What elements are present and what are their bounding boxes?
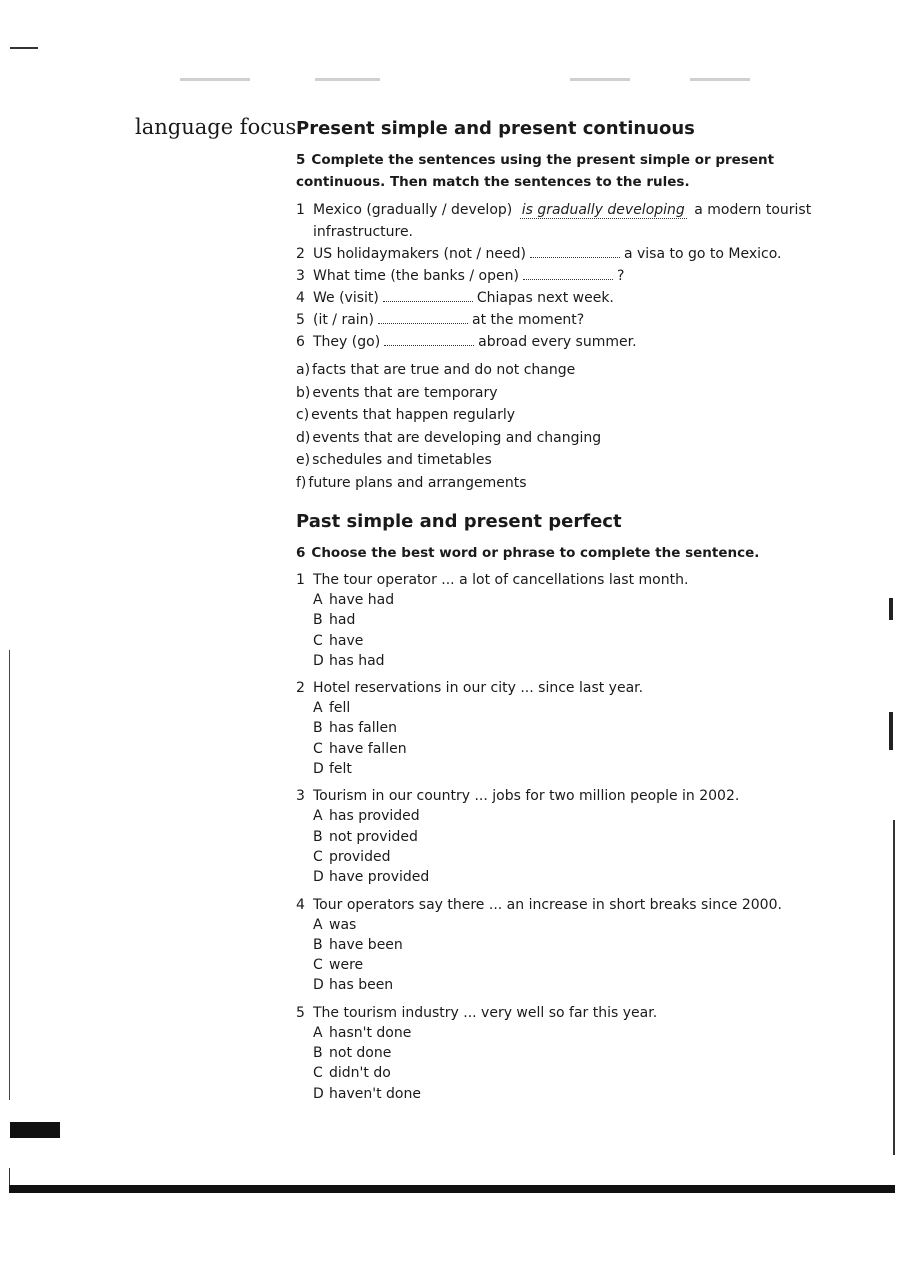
scan-mark	[889, 712, 893, 750]
sentence-prompt: (it / rain)	[313, 312, 375, 328]
answer-option[interactable]	[313, 827, 866, 847]
answer-option[interactable]	[313, 698, 866, 718]
option-text: haven't done	[329, 1085, 421, 1102]
sentence-number: 2	[296, 246, 305, 262]
option-text: has had	[329, 652, 385, 669]
sentence-ending: Chiapas next week.	[476, 290, 614, 306]
question-text: The tourism industry ... very well so far this year.	[313, 1004, 658, 1021]
answer-option[interactable]	[313, 806, 866, 826]
sentence-number: 4	[296, 290, 305, 306]
option-letter: D	[313, 652, 324, 669]
question-number: 5	[296, 1004, 305, 1021]
sentence-prompt: Mexico (gradually / develop)	[313, 202, 513, 218]
rule-text: events that happen regularly	[311, 407, 516, 423]
sentence-ending: abroad every summer.	[478, 334, 637, 350]
sentence-list	[296, 199, 866, 353]
scan-mark	[10, 47, 38, 49]
answer-option[interactable]	[313, 1084, 866, 1104]
rule-text: events that are developing and changing	[312, 429, 602, 446]
answer-blank[interactable]	[383, 287, 473, 302]
sentence-text	[313, 331, 866, 353]
option-text: not provided	[329, 828, 418, 845]
sidebar-label: language focus	[135, 115, 297, 139]
answer-option[interactable]	[313, 975, 866, 995]
question-item	[296, 1003, 866, 1104]
answer-blank[interactable]	[523, 265, 613, 280]
answer-option[interactable]	[313, 651, 866, 671]
question-item	[296, 786, 866, 887]
option-letter: A	[313, 592, 323, 608]
question-item	[296, 895, 866, 996]
option-letter: A	[313, 700, 323, 717]
option-list	[296, 806, 866, 887]
answer-option[interactable]	[313, 935, 866, 955]
sentence-text	[313, 309, 866, 331]
option-list	[296, 1023, 866, 1104]
question-stem	[296, 570, 866, 590]
answer-option[interactable]	[313, 1043, 866, 1063]
exercise-number: 6	[296, 545, 306, 561]
rule-item	[296, 382, 866, 405]
option-text: were	[329, 957, 364, 974]
rule-item	[296, 404, 866, 427]
scan-mark	[889, 598, 893, 620]
sentence-number: 6	[296, 334, 305, 350]
answer-option[interactable]	[313, 955, 866, 975]
option-letter: C	[313, 632, 323, 649]
sentence-item	[296, 199, 866, 243]
sentence-text	[313, 199, 866, 243]
answer-option[interactable]	[313, 1063, 866, 1083]
section-title: Present simple and present continuous	[296, 118, 695, 139]
sentence-item	[296, 331, 866, 353]
option-list	[296, 590, 866, 671]
option-letter: B	[313, 828, 323, 845]
rule-item	[296, 472, 866, 495]
scan-mark	[180, 78, 250, 81]
rule-list	[296, 359, 866, 494]
rule-letter: c)	[296, 407, 310, 423]
rule-letter: e)	[296, 452, 311, 468]
question-text: The tour operator ... a lot of cancellations last month.	[313, 572, 689, 588]
rule-item	[296, 427, 866, 450]
answer-option[interactable]	[313, 867, 866, 887]
sentence-ending: a modern tourist infrastructure.	[313, 202, 812, 240]
answer-blank[interactable]	[530, 243, 620, 258]
option-text: fell	[329, 700, 351, 717]
sentence-text	[313, 265, 866, 287]
page-bottom-bar	[9, 1185, 895, 1193]
sentence-prompt: They (go)	[313, 334, 381, 350]
option-letter: C	[313, 848, 323, 865]
question-stem	[296, 1003, 866, 1023]
option-letter: C	[313, 957, 323, 974]
option-letter: B	[313, 1045, 323, 1062]
question-text: Tour operators say there ... an increase in short breaks since 2000.	[313, 896, 782, 913]
answer-option[interactable]	[313, 847, 866, 867]
option-text: didn't do	[329, 1065, 391, 1082]
option-letter: B	[313, 936, 323, 953]
scan-edge-line	[893, 820, 895, 1155]
answer-example: is gradually developing	[521, 202, 685, 218]
exercise-instruction	[296, 542, 866, 564]
rule-letter: a)	[296, 362, 311, 378]
option-letter: A	[313, 808, 323, 825]
sentence-number: 5	[296, 312, 305, 328]
option-list	[296, 698, 866, 779]
exercise-number: 5	[296, 152, 306, 168]
question-text: Hotel reservations in our city ... since last year.	[313, 680, 644, 697]
answer-option[interactable]	[313, 915, 866, 935]
scan-mark	[690, 78, 750, 81]
scan-mark	[315, 78, 380, 81]
exercise-content	[296, 117, 866, 1111]
answer-option[interactable]	[313, 631, 866, 651]
answer-blank[interactable]	[384, 331, 474, 346]
rule-text: events that are temporary	[312, 384, 498, 401]
answer-option[interactable]	[313, 590, 866, 610]
answer-option[interactable]	[313, 1023, 866, 1043]
sentence-text	[313, 243, 866, 265]
answer-option[interactable]	[313, 610, 866, 630]
instruction-text: Choose the best word or phrase to complete the sentence.	[311, 545, 760, 561]
option-text: has fallen	[329, 720, 397, 737]
option-letter: D	[313, 761, 324, 778]
rule-item	[296, 359, 866, 382]
sentence-number: 1	[296, 202, 305, 218]
rule-text: future plans and arrangements	[308, 474, 527, 491]
sentence-prompt: US holidaymakers (not / need)	[313, 246, 526, 262]
scan-mark	[10, 1122, 60, 1138]
exercise-instruction	[296, 149, 866, 193]
question-number: 2	[296, 680, 305, 697]
sentence-item	[296, 265, 866, 287]
option-text: provided	[329, 848, 391, 865]
option-letter: A	[313, 1024, 323, 1041]
rule-text: schedules and timetables	[312, 452, 492, 468]
sentence-prompt: We (visit)	[313, 290, 379, 306]
option-letter: D	[313, 869, 324, 886]
option-text: have	[329, 632, 364, 649]
question-item	[296, 678, 866, 779]
answer-option[interactable]	[313, 759, 866, 779]
option-letter: C	[313, 1065, 323, 1082]
sentence-ending: ?	[616, 268, 625, 284]
question-item	[296, 570, 866, 671]
question-stem	[296, 678, 866, 698]
sentence-item	[296, 287, 866, 309]
option-letter: B	[313, 612, 323, 629]
rule-text: facts that are true and do not change	[312, 362, 576, 378]
question-list	[296, 570, 866, 1104]
option-text: had	[329, 612, 356, 629]
option-letter: A	[313, 916, 323, 933]
instruction-text: Complete the sentences using the present simple or present continuous. Then match the sentences to the rules.	[296, 152, 775, 190]
sentence-prompt: What time (the banks / open)	[313, 268, 519, 284]
rule-letter: d)	[296, 429, 311, 446]
answer-option[interactable]	[313, 718, 866, 738]
option-letter: D	[313, 977, 324, 994]
option-text: not done	[329, 1045, 392, 1062]
option-text: have been	[329, 936, 403, 953]
option-letter: D	[313, 1085, 324, 1102]
scan-mark	[570, 78, 630, 81]
option-text: have fallen	[329, 740, 407, 757]
sentence-number: 3	[296, 268, 305, 284]
question-stem	[296, 895, 866, 915]
answer-option[interactable]	[313, 739, 866, 759]
sentence-item	[296, 309, 866, 331]
option-letter: C	[313, 740, 323, 757]
section-title: Past simple and present perfect	[296, 511, 622, 532]
option-text: have provided	[329, 869, 430, 886]
rule-letter: b)	[296, 384, 311, 401]
sentence-item	[296, 243, 866, 265]
option-text: has provided	[329, 808, 420, 825]
answer-blank[interactable]	[378, 309, 468, 324]
sentence-text	[313, 287, 866, 309]
rule-item	[296, 449, 866, 472]
option-letter: B	[313, 720, 323, 737]
option-text: felt	[329, 761, 352, 778]
option-text: has been	[329, 977, 394, 994]
option-text: have had	[329, 592, 395, 608]
question-number: 1	[296, 572, 305, 588]
question-text: Tourism in our country ... jobs for two million people in 2002.	[313, 788, 740, 805]
option-text: was	[329, 916, 357, 933]
question-number: 3	[296, 788, 305, 805]
sentence-ending: a visa to go to Mexico.	[623, 246, 782, 262]
question-stem	[296, 786, 866, 806]
rule-letter: f)	[296, 474, 307, 491]
option-list	[296, 915, 866, 996]
sentence-ending: at the moment?	[472, 312, 585, 328]
scan-edge-line	[9, 650, 10, 1100]
option-text: hasn't done	[329, 1024, 412, 1041]
question-number: 4	[296, 896, 305, 913]
